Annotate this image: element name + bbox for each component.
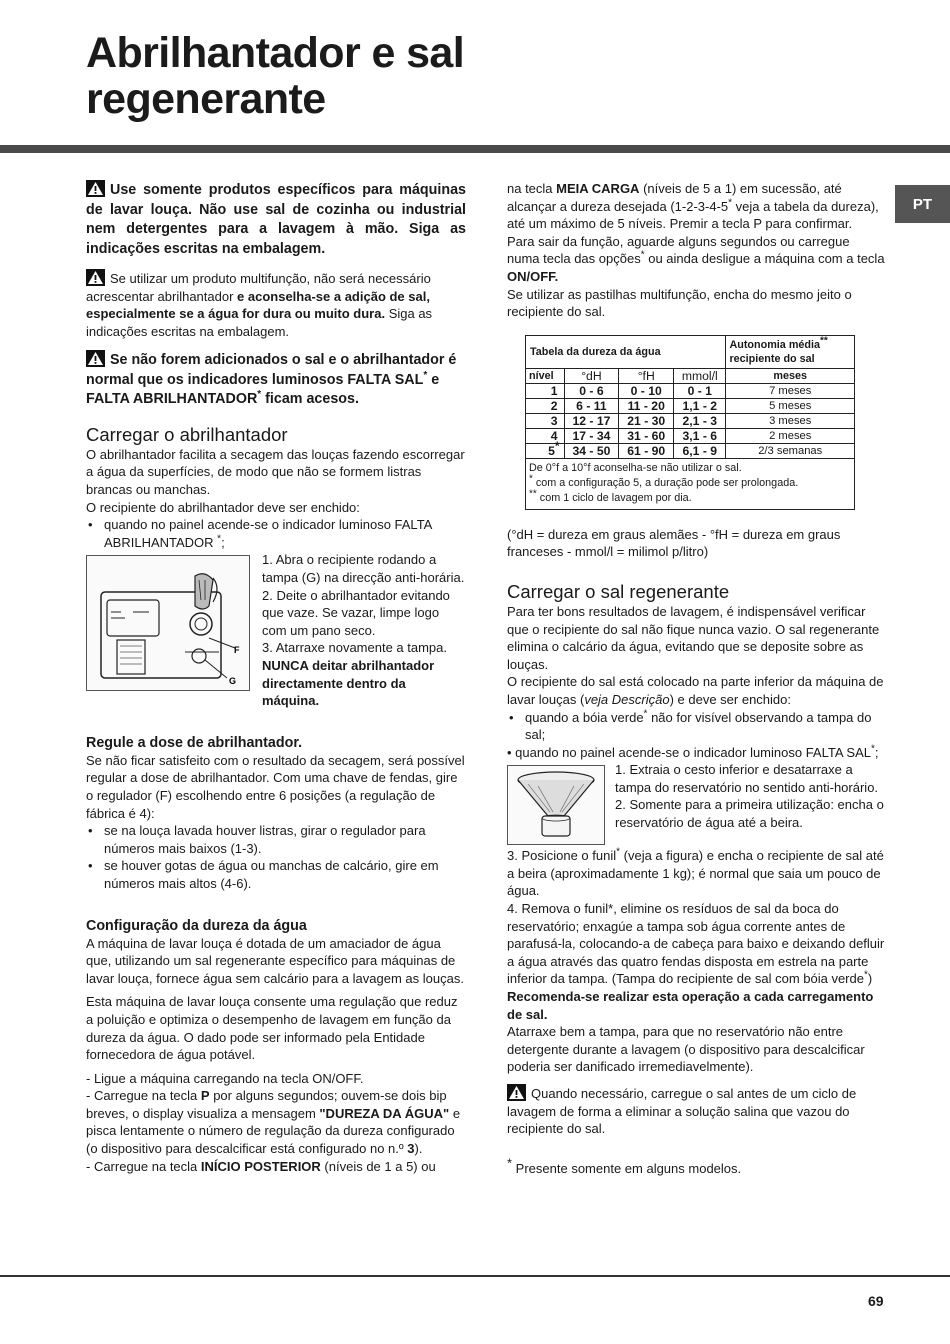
hs2d: "DUREZA DA ÁGUA" — [319, 1105, 450, 1121]
table-header-row — [526, 368, 855, 383]
rc2b: ou ainda desligue a máquina com a tecla — [644, 251, 885, 267]
cell-mmol: 0 - 1 — [674, 383, 726, 398]
footnote-models — [507, 1155, 885, 1178]
salt-step-4 — [507, 900, 885, 988]
footnote-star: * — [863, 970, 868, 982]
rinse-fill-when: O recipiente do abrilhantador deve ser enchido: — [86, 499, 360, 515]
level-5: 5 — [548, 443, 555, 458]
rinse-warning-never: NUNCA deitar abrilhantador directamente dentro da máquina. — [262, 658, 435, 709]
sb1a: quando a bóia verde — [525, 709, 644, 725]
salt-bullets — [507, 709, 885, 744]
cell-level: 3 — [526, 413, 565, 428]
page-title-line1: Abrilhantador e sal — [86, 29, 465, 77]
cell-dh: 0 - 6 — [564, 383, 619, 398]
right-column — [507, 180, 885, 1177]
table-row — [526, 443, 855, 458]
page-number: 69 — [868, 1293, 884, 1309]
cell-dh: 17 - 34 — [564, 428, 619, 443]
sl-a: O recipiente do sal está colocado na parte inferior da máquina de lavar louças ( — [507, 674, 884, 707]
hs2a: - Carregue na tecla — [86, 1088, 201, 1104]
rc2c: ON/OFF. — [507, 268, 559, 284]
sb2a: • quando no painel acende-se o indicador luminoso FALTA SAL — [507, 744, 871, 760]
salt-intro: Para ter bons resultados de lavagem, é indispensável verificar que o recipiente do sal não fique nunca vazio. O sal regenerante elimina o calcário da água, evitando que se deposite sobre as louças. — [507, 603, 880, 672]
hardness-step-1: - Ligue a máquina carregando na tecla ON/OFF. — [86, 1070, 364, 1086]
salt-tighten: Atarraxe bem a tampa, para que no reservatório não entre detergente durante a lavagem (o dispositivo para descalcificar poderia ser danificado irremediavelmente). — [507, 1024, 865, 1075]
col-header: meses — [726, 368, 855, 383]
footnote-star: * — [728, 197, 733, 209]
footnote-star: * — [507, 1155, 513, 1171]
warning-multifunction-text-bold: e aconselha-se a adição de sal, especialmente se a água for dura ou muito dura. — [86, 288, 430, 322]
salt-warning — [507, 1084, 885, 1138]
cell-months: 7 meses — [726, 383, 855, 398]
sb1b: não for visível observando a tampa do sal; — [525, 709, 872, 743]
ss3b: (veja a figura) e encha o recipiente de sal até a beira (aproximadamente 1 kg); é normal que saia um pouco de água. — [507, 848, 884, 899]
cell-fh: 31 - 60 — [619, 428, 674, 443]
warning-multifunction-text-a: Se utilizar um produto multifunção, não será necessário acrescentar abrilhantador — [86, 271, 431, 304]
hardness-exit — [507, 233, 885, 286]
hardness-step-3 — [86, 1158, 466, 1176]
warning-indicators — [86, 350, 466, 410]
cell-months: 3 meses — [726, 413, 855, 428]
rinse-bullet-text: quando no painel acende-se o indicador luminoso FALTA ABRILHANTADOR — [104, 517, 432, 550]
rc1b: MEIA CARGA — [556, 181, 640, 196]
cell-level: 2 — [526, 398, 565, 413]
rc2a: Para sair da função, aguarde alguns segundos ou carregue numa tecla das opções — [507, 233, 850, 267]
salt-bullet-float — [525, 709, 885, 744]
cell-fh: 0 - 10 — [619, 383, 674, 398]
cell-mmol: 2,1 - 3 — [674, 413, 726, 428]
warning-icon — [86, 350, 105, 367]
hs2c: por alguns segundos; ouvem-se dois bip breves, o display visualiza a mensagem — [86, 1088, 447, 1121]
warning-icon — [86, 269, 105, 286]
table-notes-row — [526, 458, 855, 509]
hs3c: (níveis de 1 a 5) ou — [320, 1158, 436, 1174]
page-title-line2: regenerante — [86, 75, 326, 123]
rinse-intro: O abrilhantador facilita a secagem das louças fazendo escorregar a água da superfícies, de modo que não se formem listras brancas ou manchas. — [86, 446, 465, 498]
warning-indicators-text-c: ficam acesos. — [261, 391, 359, 408]
dose-bullets — [86, 822, 466, 892]
figure-label-f: F — [234, 645, 240, 656]
container-label: recipiente do sal — [729, 352, 815, 365]
rinse-bullet-indicator — [104, 516, 466, 551]
cell-mmol: 6,1 - 9 — [674, 443, 726, 458]
salt-location — [507, 673, 885, 708]
cell-months: 2 meses — [726, 428, 855, 443]
warning-indicators-text-a: Se não forem adicionados o sal e o abrilhantador é normal que os indicadores luminosos FALTA SAL — [86, 352, 457, 388]
warning-multifunction-text-c: Siga as indicações escritas na embalagem. — [86, 306, 433, 339]
note-one-cycle — [529, 488, 851, 506]
footnote-star: * — [423, 370, 428, 382]
funnel-illustration — [508, 766, 604, 844]
note-setting-5 — [529, 473, 851, 491]
heading-water-hardness: Configuração da dureza da água — [86, 917, 307, 934]
footnote-text: Presente somente em alguns modelos. — [512, 1160, 742, 1176]
rinse-bullets — [86, 516, 466, 551]
table-row — [526, 428, 855, 443]
heading-salt: Carregar o sal regenerante — [507, 580, 730, 602]
cell-level: 1 — [526, 383, 565, 398]
hs2f: 3 — [407, 1141, 415, 1157]
dose-bullet-higher: • se houver gotas de água ou manchas de calcário, gire em números mais altos (4-6). — [104, 857, 466, 892]
dose-bullet-lower: • se na louça lavada houver listras, girar o regulador para números mais baixos (1-3). — [104, 822, 466, 857]
cell-fh: 11 - 20 — [619, 398, 674, 413]
note-one-cycle-text: com 1 ciclo de lavagem por dia. — [536, 491, 692, 504]
water-hardness-table — [525, 335, 855, 510]
ss4b: ) — [867, 971, 873, 987]
salt-recommendation: Recomenda-se realizar esta operação a cada carregamento de sal. — [507, 989, 874, 1022]
cell-level — [526, 438, 565, 458]
rinse-step-3: 3. Atarraxe novamente a tampa. — [262, 640, 447, 656]
warning-icon — [507, 1084, 526, 1101]
hardness-tablets: Se utilizar as pastilhas multifunção, encha do mesmo jeito o recipiente do sal. — [507, 286, 852, 320]
table-notes — [526, 458, 855, 509]
rinse-step-2: 2. Deite o abrilhantador evitando que vaze. Se vazar, limpe logo com um pano seco. — [262, 587, 450, 638]
figure-label-g: G — [229, 676, 237, 687]
hardness-regulation: Esta máquina de lavar louça consente uma regulação que reduz a poluição e optimiza o desempenho de lavagem em função da dureza da água. O dado pode ser informado pela Entidade fornecedora de água potável. — [86, 994, 458, 1063]
col-header: nível — [526, 368, 565, 383]
cell-fh: 61 - 90 — [619, 443, 674, 458]
cell-level: 4 — [526, 428, 565, 443]
table-row — [526, 383, 855, 398]
sl-b: veja Descrição — [584, 691, 670, 707]
cell-dh: 34 - 50 — [564, 443, 619, 458]
heading-rinse-dose: Regule a dose de abrilhantador. — [86, 734, 303, 751]
sb2b: ; — [874, 744, 879, 760]
sl-c: ) e deve ser enchido: — [669, 691, 791, 707]
table-row — [526, 398, 855, 413]
warning-icon — [86, 180, 105, 197]
rinse-step-1: 1. Abra o recipiente rodando a tampa (G) na direcção anti-horária. — [262, 552, 465, 586]
footnote-star: * — [554, 438, 560, 453]
header-rule — [0, 145, 950, 153]
cell-dh: 6 - 11 — [564, 398, 619, 413]
cell-dh: 12 - 17 — [564, 413, 619, 428]
page-title — [86, 30, 464, 122]
cell-mmol: 1,1 - 2 — [674, 398, 726, 413]
col-header: °fH — [619, 368, 674, 383]
salt-step-3 — [507, 847, 885, 900]
footnote-star: ** — [529, 488, 537, 500]
warning-multifunction — [86, 269, 466, 340]
warning-specific-products — [86, 180, 466, 259]
units-legend: (°dH = dureza em graus alemães - °fH = dureza em graus franceses - mmol/l = milimol p/litro) — [507, 526, 841, 560]
warning-indicators-text-b: e FALTA ABRILHANTADOR — [86, 371, 440, 408]
rc1a: na tecla — [507, 181, 557, 196]
footnote-star: ** — [820, 335, 828, 347]
rinse-bullet-end: ; — [221, 534, 225, 550]
salt-bullet-indicator — [507, 744, 885, 762]
footnote-star: * — [217, 533, 222, 545]
footnote-star: * — [529, 473, 533, 485]
col-header: mmol/l — [674, 368, 726, 383]
cell-months: 5 meses — [726, 398, 855, 413]
cell-fh: 21 - 30 — [619, 413, 674, 428]
footnote-star: * — [257, 389, 262, 401]
dispenser-illustration — [87, 556, 249, 690]
table-title: Tabela da dureza da água — [526, 335, 726, 368]
hs3a: - Carregue na tecla — [86, 1158, 201, 1174]
hs2g: ). — [414, 1141, 423, 1157]
salt-warning-text: Quando necessário, carregue o sal antes de um ciclo de lavagem de forma a eliminar a solução salina que vazou do recipiente do sal. — [507, 1086, 857, 1137]
hs3b: INÍCIO POSTERIOR — [200, 1158, 321, 1174]
footnote-star: * — [616, 846, 621, 858]
hardness-intro: A máquina de lavar louça é dotada de um amaciador de água que, utilizando um sal regenerante específico para máquinas de lavar louça, fornece água sem calcário para a lavagem as louças. — [86, 935, 464, 986]
salt-step-1: 1. Extraia o cesto inferior e desatarraxe a tampa do reservatório no sentido anti-horário. — [615, 762, 879, 795]
col-header: °dH — [564, 368, 619, 383]
note-no-salt: De 0°f a 10°f aconselha-se não utilizar o sal. — [529, 461, 742, 474]
left-column — [86, 180, 466, 1175]
note-setting-5-text: com a configuração 5, a duração pode ser prolongada. — [532, 476, 799, 489]
autonomy-label: Autonomia média — [729, 338, 821, 351]
dose-intro: Se não ficar satisfeito com o resultado da secagem, será possível regular a dose de abrilhantador. Com uma chave de fendas, gire o regulador (F) escolhendo entre 6 posições (a regulação de fábrica é 4): — [86, 752, 465, 821]
cell-mmol: 3,1 - 6 — [674, 428, 726, 443]
ss4a: 4. Remova o funil*, elimine os resíduos de sal da boca do reservatório; enxagúe a tampa sob água corrente antes de parafusá-la, colocando-a de cabeça para baixo e deixando defluir a água através das quatro fendas disposta em estrela na parte inferior da tampa. (Tampa do recipiente de sal com bóia verde — [507, 901, 885, 987]
rc1c: (níveis de 5 a 1) em sucessão, até alcançar a dureza desejada (1-2-3-4-5 — [507, 181, 842, 214]
table-autonomy-header — [726, 335, 855, 368]
footer-rule — [0, 1275, 950, 1277]
hardness-continue — [507, 180, 885, 233]
salt-funnel-figure — [507, 765, 605, 845]
ss3a: 3. Posicione o funil — [507, 848, 617, 864]
salt-step-2: 2. Somente para a primeira utilização: encha o reservatório de água até a beira. — [615, 797, 884, 831]
footnote-star: * — [870, 743, 875, 755]
table-row — [526, 413, 855, 428]
rinse-aid-dispenser-figure — [86, 555, 250, 691]
hs2e: e pisca lentamente o número de regulação da dureza configurado (o dispositivo para descalcificar está configurado no n.º — [86, 1105, 461, 1157]
hs2b: P — [200, 1088, 210, 1104]
footnote-star: * — [640, 250, 645, 262]
cell-months: 2/3 semanas — [726, 443, 855, 458]
language-tab: PT — [895, 185, 950, 223]
hardness-step-2 — [86, 1087, 466, 1157]
footnote-star: * — [643, 708, 648, 720]
rc1d: veja a tabela da dureza), até um máximo de 5 níveis. Premir a tecla P para confirmar. — [507, 198, 879, 232]
heading-rinse-aid: Carregar o abrilhantador — [86, 423, 288, 445]
warning-specific-products-text: Use somente produtos específicos para máquinas de lavar louça. Não use sal de cozinha ou industrial nem detergentes para a lavagem à mão. Siga as indicações escritas na embalagem. — [86, 182, 466, 257]
